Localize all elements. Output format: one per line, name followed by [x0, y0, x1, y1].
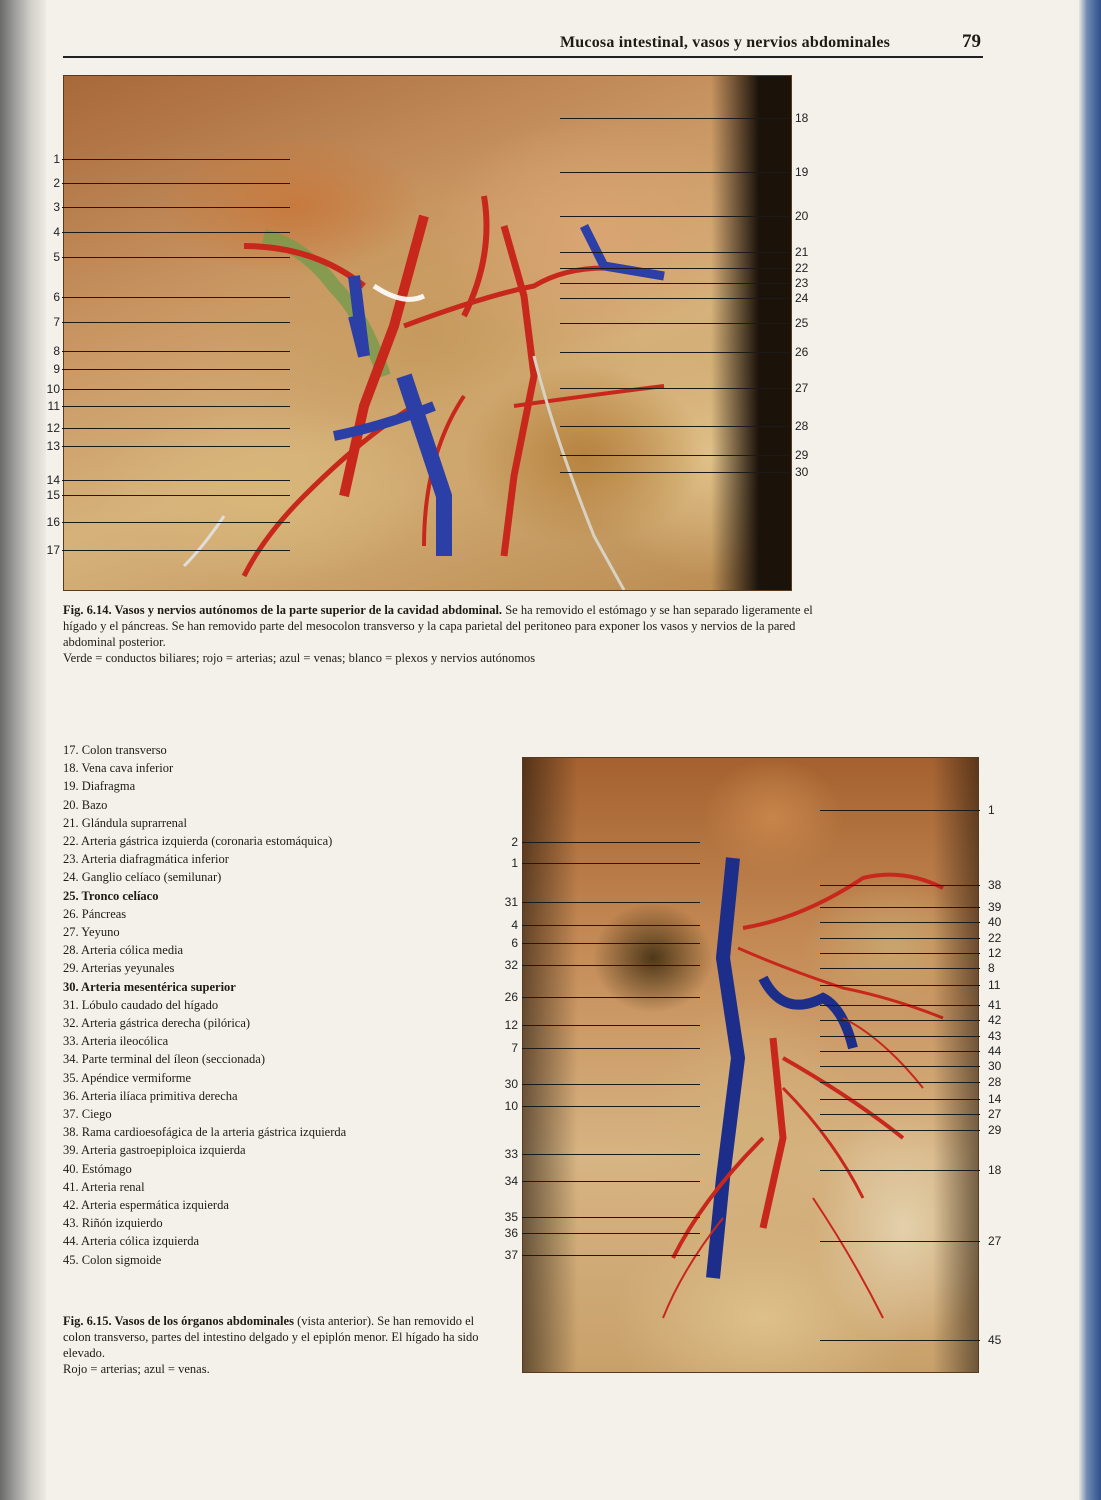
label-number: 6 — [511, 936, 518, 950]
leader-line — [560, 455, 790, 456]
legend-item: 22. Arteria gástrica izquierda (coronaria estomáquica) — [63, 834, 333, 849]
label-number: 30 — [795, 465, 809, 479]
legend-item: 20. Bazo — [63, 797, 108, 812]
running-title: Mucosa intestinal, vasos y nervios abdominales — [560, 34, 891, 51]
leader-line — [560, 323, 790, 324]
leader-line — [522, 1154, 700, 1155]
leader-line — [820, 1130, 980, 1131]
label-number: 8 — [53, 344, 60, 358]
label-number: 12 — [988, 946, 1002, 960]
label-number: 7 — [53, 315, 60, 329]
label-number: 35 — [504, 1210, 518, 1224]
leader-line — [820, 922, 980, 923]
figure-6-15-caption-body: Se han removido el colon transverso, partes del intestino delgado y el epiplón menor. El hígado ha sido elevado. — [63, 1314, 479, 1360]
figure-6-14-photo — [63, 75, 792, 591]
label-number: 6 — [53, 290, 60, 304]
label-number: 41 — [988, 998, 1002, 1012]
label-number: 22 — [795, 261, 809, 275]
figure-6-15-caption — [63, 1313, 483, 1377]
label-number: 7 — [511, 1041, 518, 1055]
leader-line — [820, 885, 980, 886]
legend-item: 26. Páncreas — [63, 906, 127, 921]
leader-line — [820, 938, 980, 939]
page-number: 79 — [962, 31, 981, 52]
legend-item: 25. Tronco celíaco — [63, 888, 159, 903]
leader-line — [62, 297, 290, 298]
leader-line — [62, 446, 290, 447]
figure-6-14-color-key: Verde = conductos biliares; rojo = arterias; azul = venas; blanco = plexos y nervios autónomos — [63, 651, 536, 665]
legend-item: 44. Arteria cólica izquierda — [63, 1234, 200, 1249]
leader-line — [820, 1241, 980, 1242]
leader-line — [522, 902, 700, 903]
legend-item: 24. Ganglio celíaco (semilunar) — [63, 870, 222, 885]
leader-line — [522, 842, 700, 843]
legend-item: 42. Arteria espermática izquierda — [63, 1198, 229, 1213]
legend-item: 34. Parte terminal del íleon (seccionada) — [63, 1052, 266, 1067]
structure-legend — [63, 741, 463, 1269]
leader-line — [62, 351, 290, 352]
label-number: 13 — [46, 439, 60, 453]
label-number: 27 — [988, 1234, 1002, 1248]
label-number: 14 — [46, 473, 60, 487]
leader-line — [820, 1020, 980, 1021]
legend-item: 38. Rama cardioesofágica de la arteria gástrica izquierda — [63, 1125, 347, 1140]
leader-line — [62, 183, 290, 184]
legend-item: 45. Colon sigmoide — [63, 1252, 162, 1267]
leader-line — [62, 369, 290, 370]
legend-item: 30. Arteria mesentérica superior — [63, 979, 236, 994]
leader-line — [522, 997, 700, 998]
leader-line — [560, 388, 790, 389]
label-number: 44 — [988, 1044, 1002, 1058]
leader-line — [522, 1233, 700, 1234]
leader-line — [522, 943, 700, 944]
leader-line — [62, 495, 290, 496]
leader-line — [560, 472, 790, 473]
label-number: 8 — [988, 961, 995, 975]
legend-item: 18. Vena cava inferior — [63, 761, 174, 776]
legend-item: 19. Diafragma — [63, 779, 136, 794]
leader-line — [560, 298, 790, 299]
leader-line — [560, 172, 790, 173]
label-number: 27 — [795, 381, 809, 395]
figure-6-14-vessels — [64, 76, 791, 590]
leader-line — [560, 252, 790, 253]
leader-line — [560, 118, 790, 119]
leader-line — [820, 985, 980, 986]
label-number: 42 — [988, 1013, 1002, 1027]
label-number: 31 — [504, 895, 518, 909]
label-number: 30 — [504, 1077, 518, 1091]
leader-line — [820, 1005, 980, 1006]
label-number: 30 — [988, 1059, 1002, 1073]
figure-6-15-color-key: Rojo = arterias; azul = venas. — [63, 1362, 210, 1376]
leader-line — [522, 1084, 700, 1085]
photo-dark-background — [523, 758, 978, 1372]
label-number: 4 — [53, 225, 60, 239]
label-number: 29 — [988, 1123, 1002, 1137]
label-number: 18 — [988, 1163, 1002, 1177]
label-number: 37 — [504, 1248, 518, 1262]
legend-item: 39. Arteria gastroepiploica izquierda — [63, 1143, 246, 1158]
page-gutter-shadow — [0, 0, 46, 1500]
leader-line — [522, 1106, 700, 1107]
leader-line — [820, 1066, 980, 1067]
leader-line — [560, 216, 790, 217]
leader-line — [820, 1170, 980, 1171]
legend-item: 36. Arteria ilíaca primitiva derecha — [63, 1088, 238, 1103]
label-number: 43 — [988, 1029, 1002, 1043]
leader-line — [560, 426, 790, 427]
label-number: 32 — [504, 958, 518, 972]
leader-line — [820, 1036, 980, 1037]
leader-line — [62, 257, 290, 258]
label-number: 26 — [795, 345, 809, 359]
label-number: 16 — [46, 515, 60, 529]
leader-line — [62, 480, 290, 481]
label-number: 17 — [46, 543, 60, 557]
legend-item: 33. Arteria ileocólica — [63, 1034, 169, 1049]
figure-6-15-caption-title: Fig. 6.15. Vasos de los órganos abdominales — [63, 1314, 294, 1328]
label-number: 2 — [53, 176, 60, 190]
leader-line — [820, 1051, 980, 1052]
label-number: 27 — [988, 1107, 1002, 1121]
label-number: 25 — [795, 316, 809, 330]
label-number: 3 — [53, 200, 60, 214]
header-rule — [63, 56, 983, 58]
legend-item: 28. Arteria cólica media — [63, 943, 184, 958]
label-number: 1 — [988, 803, 995, 817]
leader-line — [820, 1099, 980, 1100]
label-number: 39 — [988, 900, 1002, 914]
label-number: 34 — [504, 1174, 518, 1188]
leader-line — [820, 907, 980, 908]
figure-6-15-caption-view: (vista anterior). — [297, 1314, 375, 1328]
label-number: 19 — [795, 165, 809, 179]
label-number: 36 — [504, 1226, 518, 1240]
label-number: 15 — [46, 488, 60, 502]
page-edge — [1079, 0, 1101, 1500]
leader-line — [820, 1340, 980, 1341]
label-number: 4 — [511, 918, 518, 932]
label-number: 1 — [53, 152, 60, 166]
leader-line — [820, 1082, 980, 1083]
label-number: 23 — [795, 276, 809, 290]
label-number: 45 — [988, 1333, 1002, 1347]
leader-line — [522, 1181, 700, 1182]
legend-item: 35. Apéndice vermiforme — [63, 1070, 192, 1085]
label-number: 28 — [988, 1075, 1002, 1089]
leader-line — [522, 1048, 700, 1049]
leader-line — [62, 522, 290, 523]
leader-line — [560, 283, 790, 284]
leader-line — [522, 965, 700, 966]
label-number: 12 — [46, 421, 60, 435]
label-number: 18 — [795, 111, 809, 125]
label-number: 40 — [988, 915, 1002, 929]
label-number: 5 — [53, 250, 60, 264]
figure-6-15-photo — [522, 757, 979, 1373]
leader-line — [560, 352, 790, 353]
legend-item: 23. Arteria diafragmática inferior — [63, 852, 229, 867]
legend-item: 21. Glándula suprarrenal — [63, 815, 187, 830]
label-number: 33 — [504, 1147, 518, 1161]
leader-line — [62, 406, 290, 407]
label-number: 38 — [988, 878, 1002, 892]
label-number: 14 — [988, 1092, 1002, 1106]
label-number: 12 — [504, 1018, 518, 1032]
legend-item: 41. Arteria renal — [63, 1179, 145, 1194]
label-number: 20 — [795, 209, 809, 223]
leader-line — [820, 953, 980, 954]
label-number: 10 — [46, 382, 60, 396]
leader-line — [62, 207, 290, 208]
legend-item: 27. Yeyuno — [63, 925, 120, 940]
leader-line — [522, 863, 700, 864]
label-number: 24 — [795, 291, 809, 305]
leader-line — [522, 1025, 700, 1026]
leader-line — [560, 268, 790, 269]
leader-line — [62, 550, 290, 551]
label-number: 26 — [504, 990, 518, 1004]
label-number: 9 — [53, 362, 60, 376]
leader-line — [62, 428, 290, 429]
figure-6-14-caption-body: Se ha removido el estómago y se han separado ligeramente el hígado y el páncreas. Se han removido parte del mesocolon transverso y la capa parietal del peritoneo para exponer los vasos y nervios de la pared abdominal posterior. — [63, 603, 813, 649]
label-number: 29 — [795, 448, 809, 462]
legend-item: 29. Arterias yeyunales — [63, 961, 175, 976]
leader-line — [62, 232, 290, 233]
label-number: 22 — [988, 931, 1002, 945]
figure-6-14-caption — [63, 602, 823, 666]
leader-line — [820, 968, 980, 969]
legend-item: 31. Lóbulo caudado del hígado — [63, 997, 219, 1012]
label-number: 28 — [795, 419, 809, 433]
label-number: 11 — [47, 399, 60, 413]
leader-line — [820, 810, 980, 811]
legend-item: 40. Estómago — [63, 1161, 132, 1176]
leader-line — [522, 1255, 700, 1256]
photo-dark-background — [711, 76, 791, 590]
label-number: 11 — [988, 978, 1001, 992]
leader-line — [522, 925, 700, 926]
legend-item: 43. Riñón izquierdo — [63, 1216, 163, 1231]
label-number: 10 — [504, 1099, 518, 1113]
label-number: 1 — [511, 856, 518, 870]
leader-line — [62, 322, 290, 323]
leader-line — [62, 389, 290, 390]
legend-item: 37. Ciego — [63, 1107, 112, 1122]
legend-item: 17. Colon transverso — [63, 743, 167, 757]
figure-6-14-caption-title: Fig. 6.14. Vasos y nervios autónomos de la parte superior de la cavidad abdominal. — [63, 603, 503, 617]
label-number: 2 — [511, 835, 518, 849]
legend-item: 32. Arteria gástrica derecha (pilórica) — [63, 1016, 251, 1031]
leader-line — [820, 1114, 980, 1115]
leader-line — [522, 1217, 700, 1218]
label-number: 21 — [795, 245, 809, 259]
leader-line — [62, 159, 290, 160]
